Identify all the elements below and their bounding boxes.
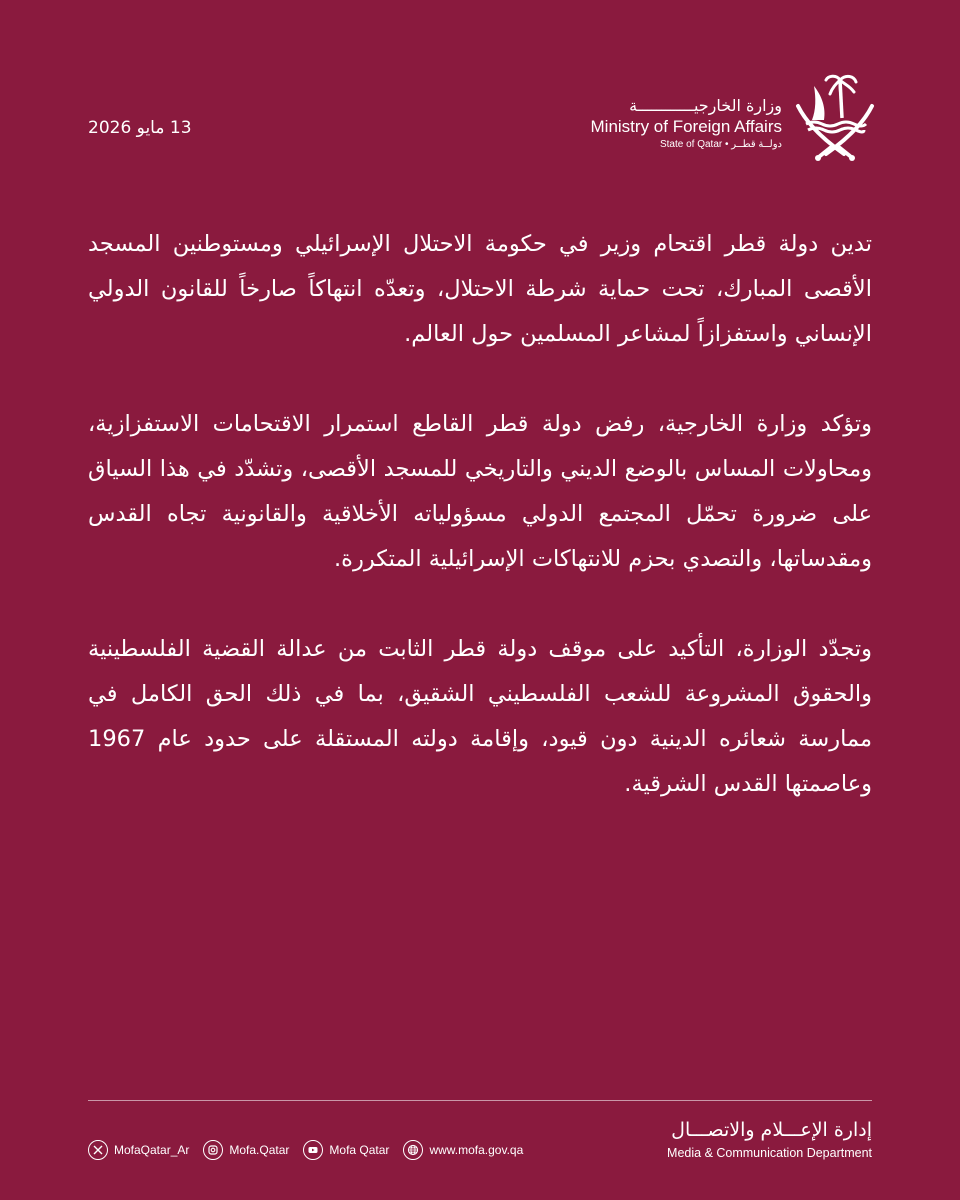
social-instagram-handle: Mofa.Qatar [229,1143,290,1157]
footer-divider [88,1100,872,1101]
paragraph-2: وتؤكد وزارة الخارجية، رفض دولة قطر القاطع استمرار الاقتحامات الاستفزازية، ومحاولات المساس بالوضع الديني والتاريخي للمسجد الأقصى، وتشدّد في هذا السياق على ضرورة تحمّل المجتمع الدولي مسؤولياته الأخلاقية والقانونية تجاه القدس ومقدساتها، والتصدي بحزم للانتهاكات الإسرائيلية المتكررة. [88,411,872,572]
globe-icon [403,1140,423,1160]
social-web-url: www.mofa.gov.qa [429,1143,524,1157]
paragraph-1: تدين دولة قطر اقتحام وزير في حكومة الاحتلال الإسرائيلي ومستوطنين المسجد الأقصى المبارك، تحت حماية شرطة الاحتلال، وتعدّه انتهاكاً صارخاً للقانون الدولي الإنساني واستفزازاً لمشاعر المسلمين حول العالم. [88,231,872,347]
qatar-emblem-icon [792,72,878,162]
ministry-logo [578,72,878,172]
social-youtube-handle: Mofa Qatar [329,1143,390,1157]
department-block [667,1116,872,1162]
department-english: Media & Communication Department [667,1146,872,1160]
instagram-icon [203,1140,223,1160]
statement-body [88,222,872,852]
logo-text [562,96,782,152]
youtube-icon [303,1140,323,1160]
statement-date: 13 مايو 2026 [88,118,192,138]
social-x-handle: MofaQatar_Ar [114,1143,190,1157]
social-instagram[interactable] [203,1140,289,1160]
social-links [88,1140,523,1160]
social-web[interactable] [403,1140,523,1160]
department-arabic: إدارة الإعـــلام والاتصـــال [671,1119,872,1141]
social-youtube[interactable] [303,1140,389,1160]
logo-state-name: State of Qatar • دولــة قطــر [659,139,782,150]
logo-arabic-name: وزارة الخارجيــــــــــــة [629,96,782,115]
social-x[interactable] [88,1140,189,1160]
logo-english-name: Ministry of Foreign Affairs [590,117,782,136]
x-logo-icon [88,1140,108,1160]
paragraph-3: وتجدّد الوزارة، التأكيد على موقف دولة قطر الثابت من عدالة القضية الفلسطينية والحقوق المشروعة للشعب الفلسطيني الشقيق، بما في ذلك الحق الكامل في ممارسة شعائره الدينية دون قيود، وإقامة دولته المستقلة على حدود عام 1967 وعاصمتها القدس الشرقية. [88,636,872,797]
